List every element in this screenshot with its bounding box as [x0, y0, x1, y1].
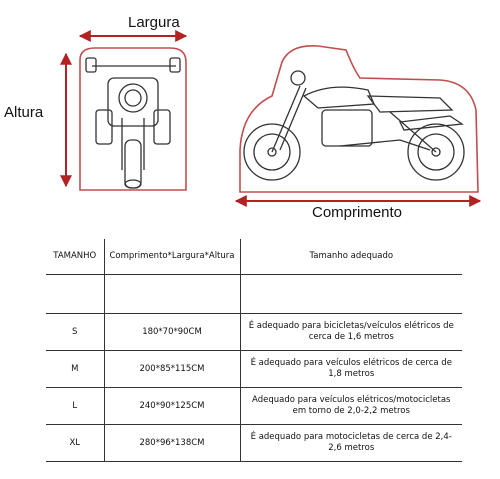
- table-blank-row: [46, 275, 462, 314]
- table-row: [46, 314, 462, 351]
- size-cell: S: [46, 314, 104, 351]
- length-label: Comprimento: [312, 204, 403, 221]
- size-cell: XL: [46, 425, 104, 462]
- table-row: [46, 425, 462, 462]
- blank-cell: [104, 275, 240, 314]
- header-size: TAMANHO: [46, 239, 104, 275]
- dimensions-cell: 280*96*138CM: [104, 425, 240, 462]
- dimensions-cell: 240*90*125CM: [104, 388, 240, 425]
- dimensions-cell: 180*70*90CM: [104, 314, 240, 351]
- motorcycle-front-view: [86, 58, 180, 188]
- table-header-row: [46, 239, 462, 275]
- cover-diagram: [0, 0, 500, 239]
- header-dimensions: Comprimento*Largura*Altura: [104, 239, 240, 275]
- suitable-cell: É adequado para bicicletas/veículos elétricos de cerca de 1,6 metros: [240, 314, 462, 351]
- suitable-cell: É adequado para motocicletas de cerca de 2,4-2,6 metros: [240, 425, 462, 462]
- header-suitable-size: Tamanho adequado: [240, 239, 462, 275]
- motorcycle-side-view: [244, 71, 464, 180]
- table-row: [46, 388, 462, 425]
- size-cell: M: [46, 351, 104, 388]
- suitable-cell: Adequado para veículos elétricos/motocicletas em torno de 2,0-2,2 metros: [240, 388, 462, 425]
- width-label: Largura: [128, 14, 180, 31]
- dimensions-cell: 200*85*115CM: [104, 351, 240, 388]
- table-row: [46, 351, 462, 388]
- suitable-cell: É adequado para veículos elétricos de cerca de 1,8 metros: [240, 351, 462, 388]
- size-table: [46, 239, 462, 462]
- blank-cell: [46, 275, 104, 314]
- blank-cell: [240, 275, 462, 314]
- size-cell: L: [46, 388, 104, 425]
- height-label: Altura: [4, 104, 44, 121]
